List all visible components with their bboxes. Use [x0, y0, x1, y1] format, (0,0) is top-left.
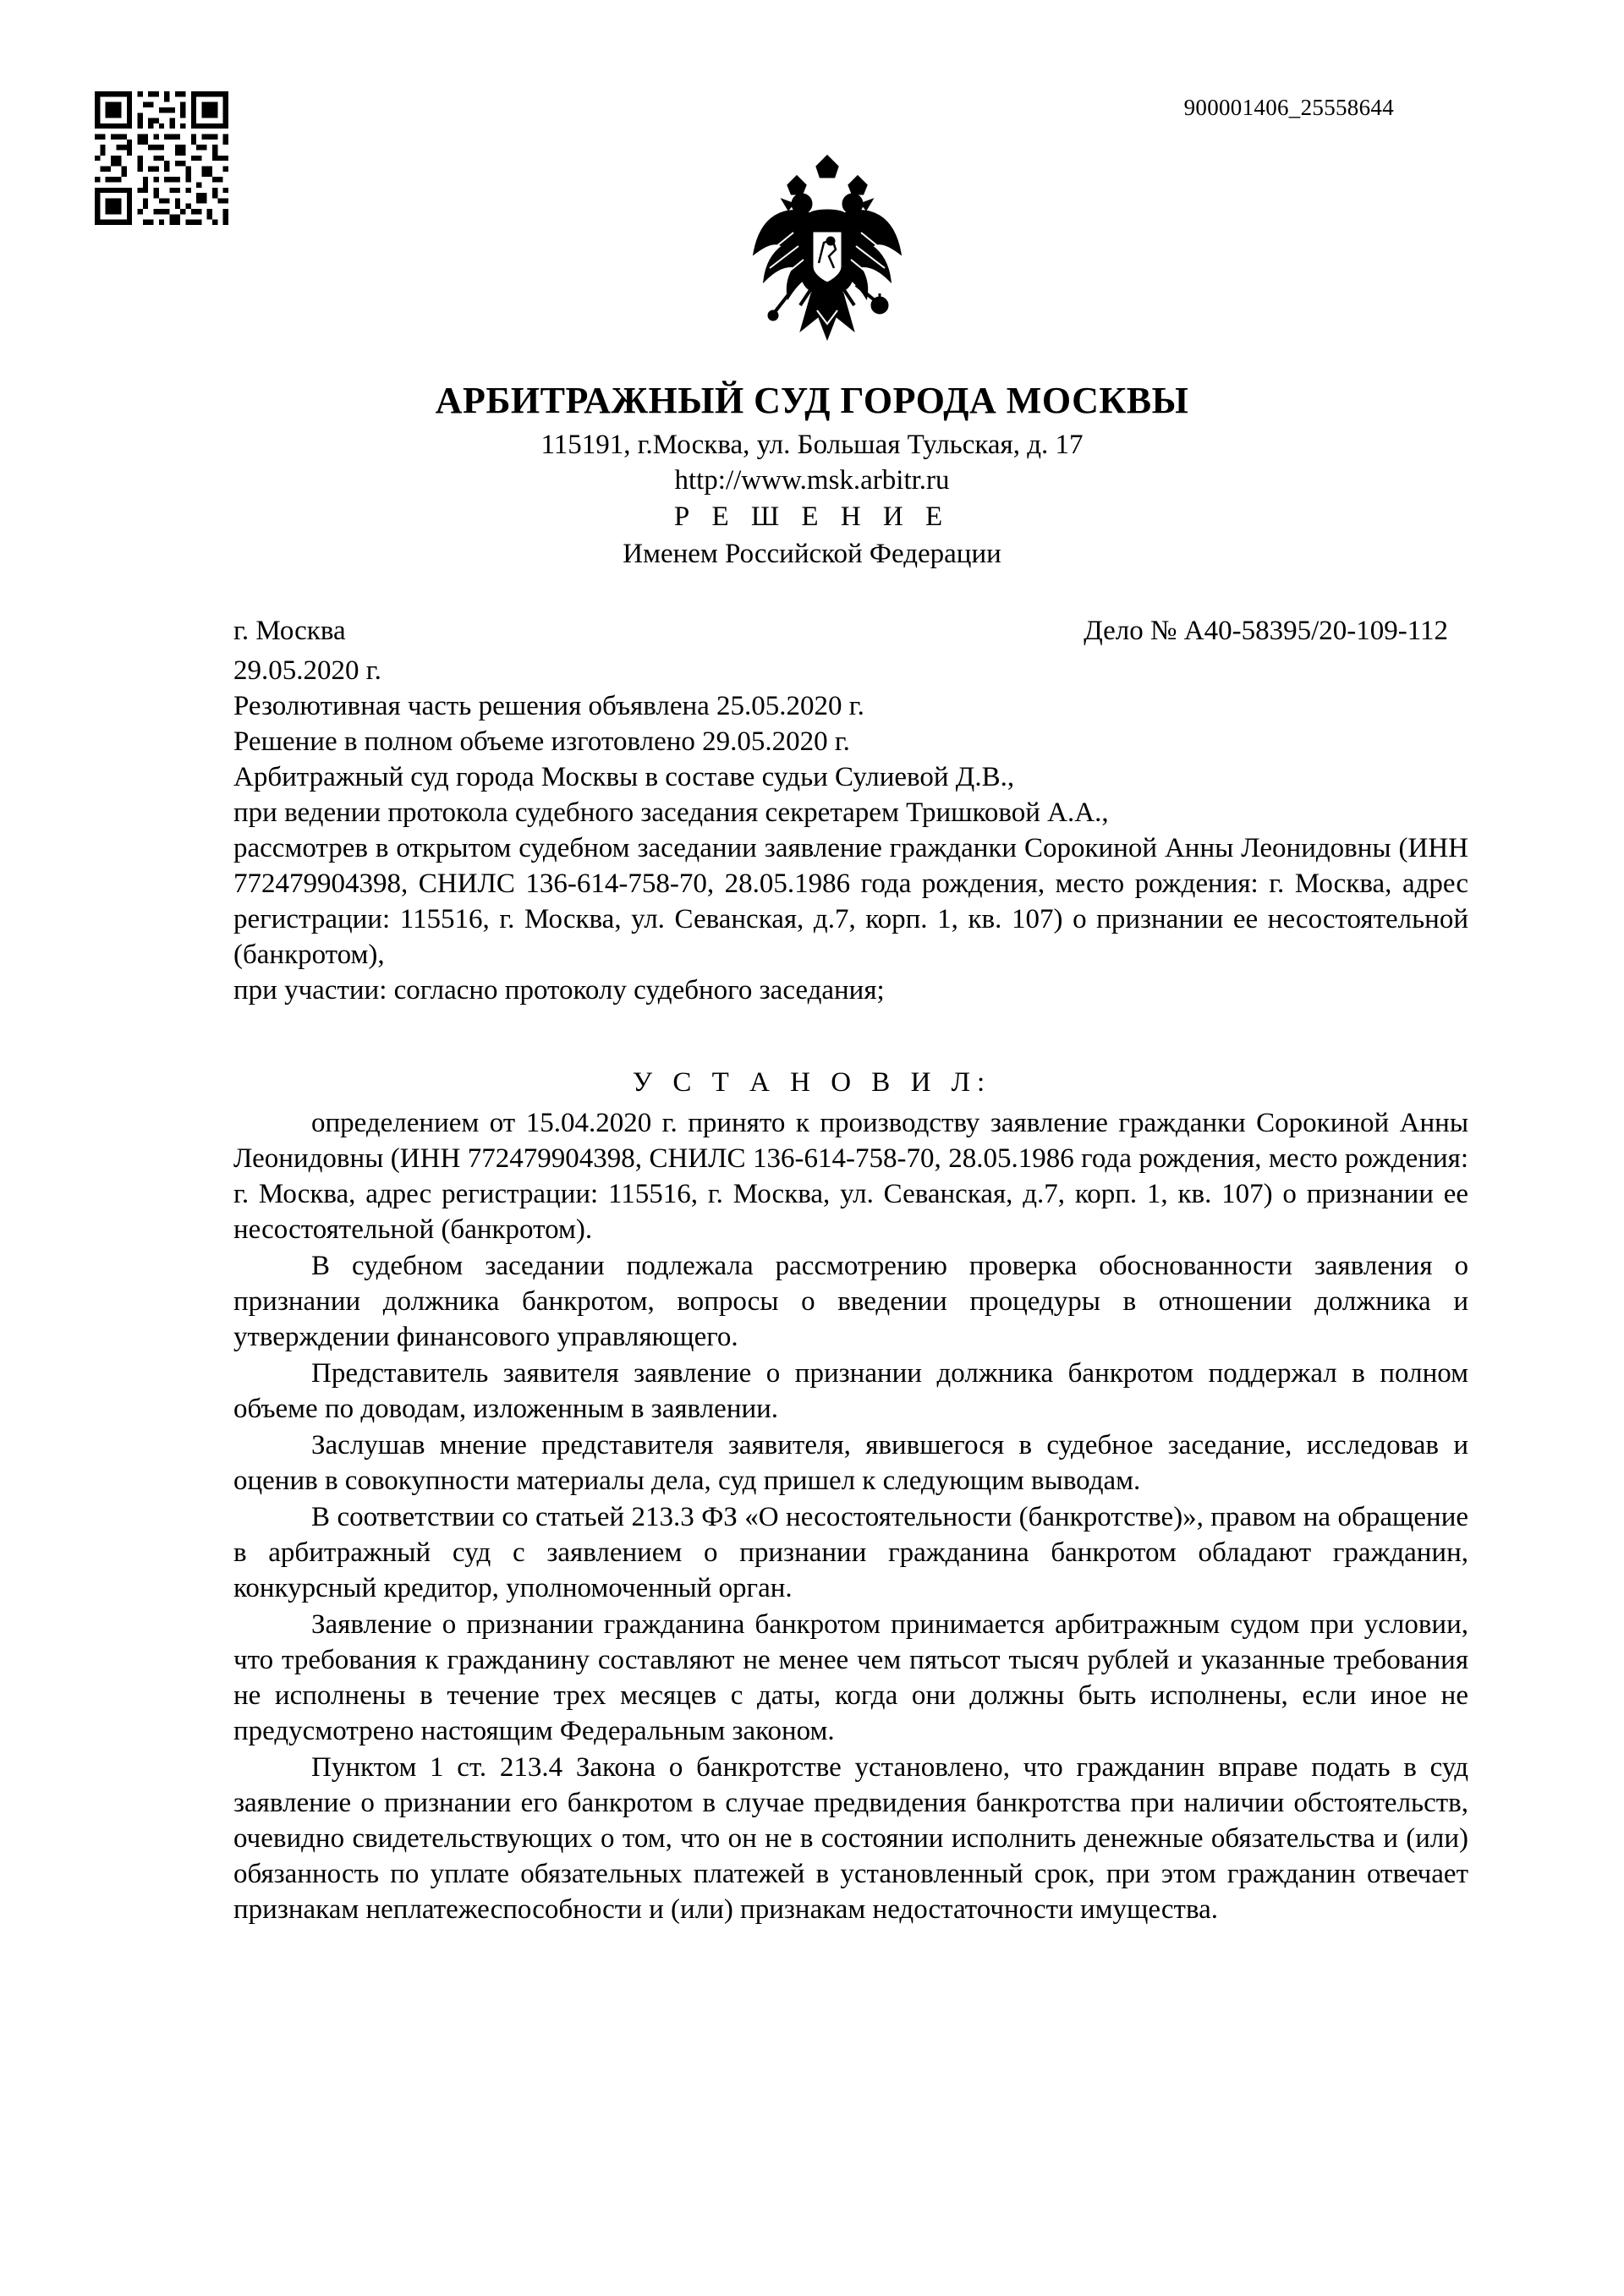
decision-made: Решение в полном объеме изготовлено 29.05.2020 г.	[233, 726, 850, 757]
judge-line: Арбитражный суд города Москвы в составе судьи Сулиевой Д.В.,	[233, 762, 1015, 792]
secretary-line: при ведении протокола судебного заседания секретарем Тришковой А.А.,	[233, 797, 1109, 828]
participation-line: при участии: согласно протоколу судебного заседания;	[233, 975, 885, 1006]
paragraph: Пунктом 1 ст. 213.4 Закона о банкротстве установлено, что гражданин вправе подать в суд заявление о признании его банкротом в случае предвидения банкротства при наличии обстоятельств, очевидно свидетельствующих о том, что он не в состоянии исполнить денежные обязательства и (или) обязанность по уплате обязательных платежей в установленный срок, при этом гражданин отвечает признакам неплатежеспособности и (или) признакам недостаточности имущества.	[233, 1752, 1468, 1925]
document-id: 900001406_25558644	[1183, 95, 1394, 120]
paragraph: В судебном заседании подлежала рассмотрению проверка обоснованности заявления о признании должника банкротом, вопросы о введении процедуры в отношении должника и утверждении финансового управляющего.	[233, 1251, 1468, 1352]
paragraph: В соответствии со статьей 213.3 ФЗ «О несостоятельности (банкротстве)», правом на обращение в арбитражный суд с заявлением о признании гражданина банкротом обладают гражданин, конкурсный кредитор, уполномоченный орган.	[233, 1502, 1468, 1603]
paragraph: Заслушав мнение представителя заявителя, явившегося в судебное заседание, исследовав и оценив в совокупности материалы дела, суд пришел к следующим выводам.	[233, 1430, 1468, 1496]
paragraph: Заявление о признании гражданина банкротом принимается арбитражным судом при условии, что требования к гражданину составляют не менее чем пятьсот тысяч рублей и указанные требования не исполнены в течение трех месяцев с даты, когда они должны быть исполнены, если иное не предусмотрено настоящим Федеральным законом.	[233, 1609, 1468, 1746]
established-heading: У С Т А Н О В И Л:	[632, 1067, 992, 1098]
findings-section	[233, 1105, 1468, 1928]
court-website[interactable]: http://www.msk.arbitr.ru	[674, 465, 950, 496]
document-type: Р Е Ш Е Н И Е	[673, 501, 951, 532]
court-address: 115191, г.Москва, ул. Большая Тульская, д. 17	[540, 430, 1084, 460]
resolution-announced: Резолютивная часть решения объявлена 25.05.2020 г.	[233, 691, 864, 721]
meta-block	[233, 653, 1468, 1008]
paragraph: определением от 15.04.2020 г. принято к производству заявление гражданки Сорокиной Анны Леонидовны (ИНН 772479904398, СНИЛС 136-614-758-70, 28.05.1986 года рождения, место рождения: г. Москва, адрес регистрации: 115516, г. Москва, ул. Севанская, д.7, корп. 1, кв. 107) о признании ее несостоятельной (банкротом).	[233, 1108, 1468, 1245]
case-number: Дело № А40-58395/20-109-112	[1084, 616, 1448, 646]
city-case-row	[233, 616, 1448, 647]
decision-date: 29.05.2020 г.	[233, 655, 381, 686]
coat-of-arms-icon	[751, 155, 903, 342]
court-name: АРБИТРАЖНЫЙ СУД ГОРОДА МОСКВЫ	[435, 380, 1189, 421]
in-name-of: Именем Российской Федерации	[623, 539, 1001, 569]
qr-code-icon	[95, 91, 228, 225]
considering-paragraph: рассмотрев в открытом судебном заседании заявление гражданки Сорокиной Анны Леонидовны (ИНН 772479904398, СНИЛС 136-614-758-70, 28.05.1986 года рождения, место рождения: г. Москва, адрес регистрации: 115516, г. Москва, ул. Севанская, д.7, корп. 1, кв. 107) о признании ее несостоятельной (банкротом),	[233, 833, 1468, 970]
city: г. Москва	[233, 616, 346, 646]
paragraph: Представитель заявителя заявление о признании должника банкротом поддержал в полном объеме по доводам, изложенным в заявлении.	[233, 1358, 1468, 1424]
